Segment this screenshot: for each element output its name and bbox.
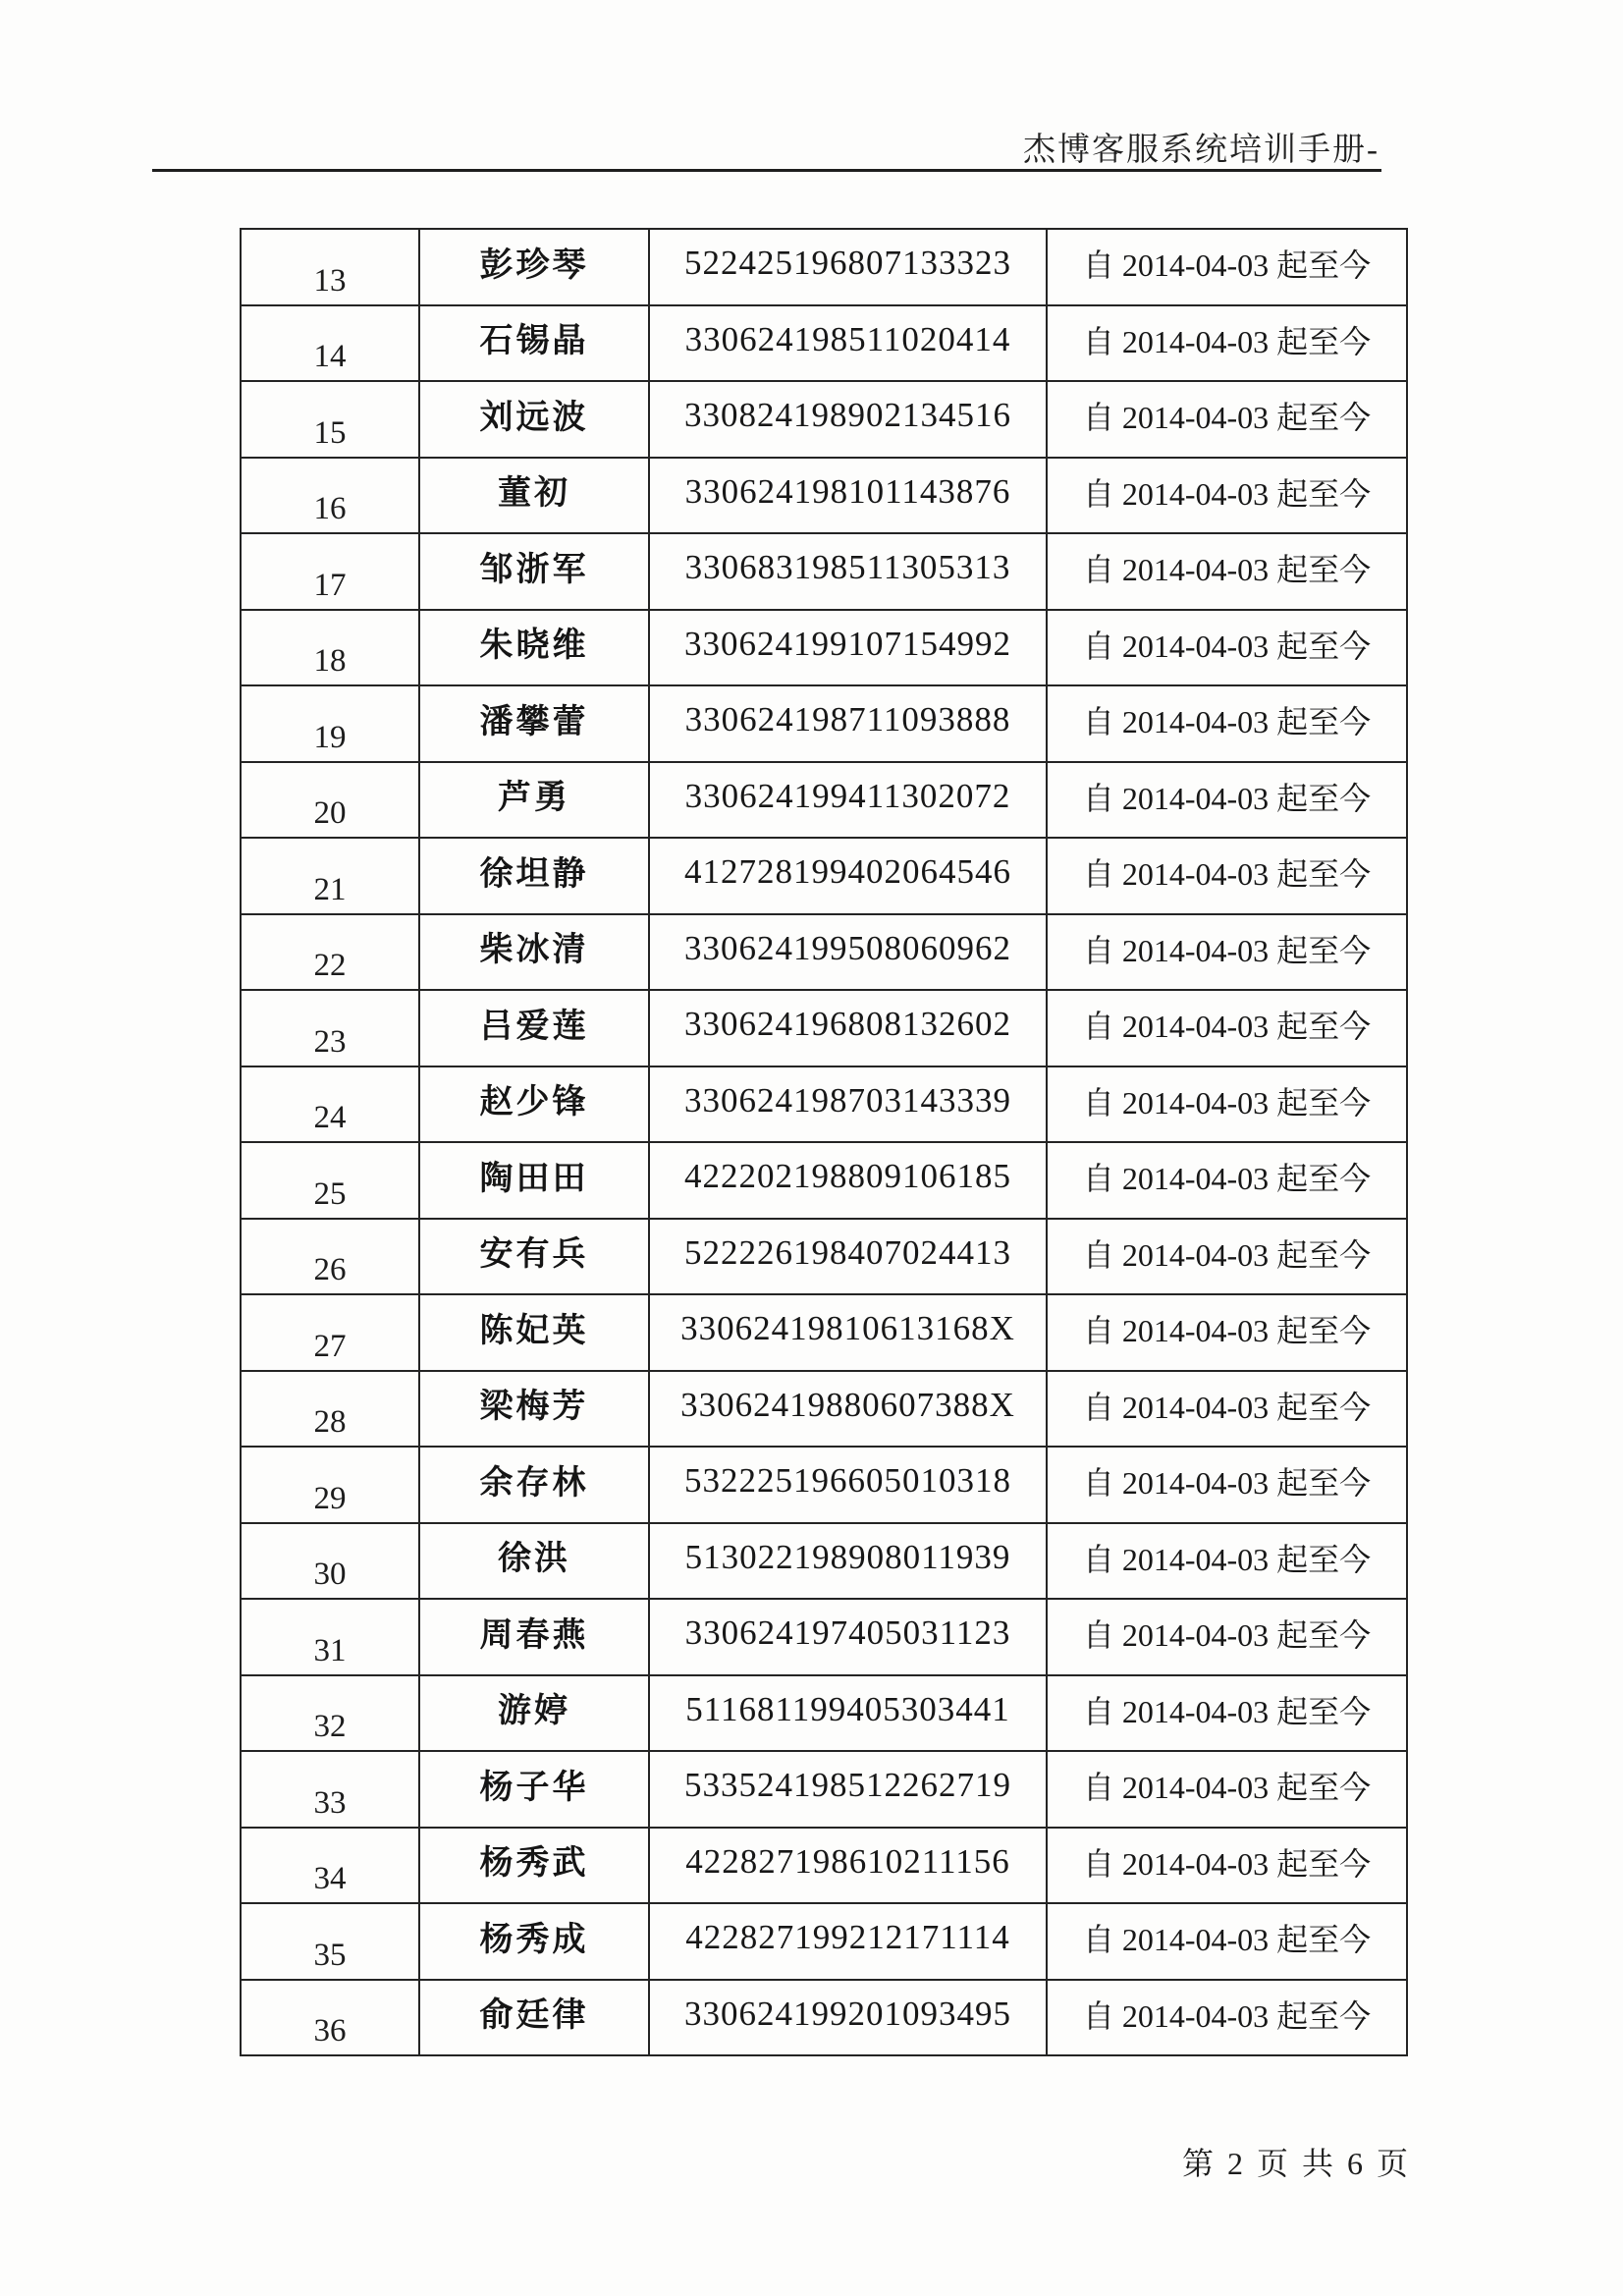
table-row — [241, 762, 1407, 839]
id-number-cell: 330624197405031123 — [649, 1599, 1047, 1675]
name-cell: 徐洪 — [419, 1523, 649, 1600]
row-number-cell: 20 — [241, 762, 419, 839]
name-cell: 周春燕 — [419, 1599, 649, 1675]
period-cell: 自 2014-04-03 起至今 — [1047, 1903, 1407, 1980]
row-number-cell: 31 — [241, 1599, 419, 1675]
row-number-cell: 30 — [241, 1523, 419, 1600]
row-number-cell: 14 — [241, 305, 419, 382]
period-cell: 自 2014-04-03 起至今 — [1047, 1828, 1407, 1904]
name-cell: 吕爱莲 — [419, 990, 649, 1066]
row-number-cell: 25 — [241, 1142, 419, 1219]
period-cell: 自 2014-04-03 起至今 — [1047, 1980, 1407, 2056]
name-cell: 余存林 — [419, 1447, 649, 1523]
id-number-cell: 522425196807133323 — [649, 229, 1047, 305]
row-number-cell: 26 — [241, 1219, 419, 1295]
table-row — [241, 1066, 1407, 1143]
period-cell: 自 2014-04-03 起至今 — [1047, 1447, 1407, 1523]
period-cell: 自 2014-04-03 起至今 — [1047, 762, 1407, 839]
period-cell: 自 2014-04-03 起至今 — [1047, 229, 1407, 305]
row-number-cell: 17 — [241, 533, 419, 610]
table-row — [241, 458, 1407, 534]
name-cell: 石锡晶 — [419, 305, 649, 382]
row-number-cell: 16 — [241, 458, 419, 534]
period-cell: 自 2014-04-03 起至今 — [1047, 1066, 1407, 1143]
table-row — [241, 610, 1407, 686]
period-cell: 自 2014-04-03 起至今 — [1047, 1294, 1407, 1371]
period-cell: 自 2014-04-03 起至今 — [1047, 1751, 1407, 1828]
table-row — [241, 1523, 1407, 1600]
period-cell: 自 2014-04-03 起至今 — [1047, 305, 1407, 382]
period-cell: 自 2014-04-03 起至今 — [1047, 1219, 1407, 1295]
table-row — [241, 381, 1407, 458]
page-number: 第 2 页 共 6 页 — [1182, 2146, 1412, 2181]
id-number-cell: 330624198511020414 — [649, 305, 1047, 382]
id-number-cell: 513022198908011939 — [649, 1523, 1047, 1600]
table-row — [241, 229, 1407, 305]
period-cell: 自 2014-04-03 起至今 — [1047, 458, 1407, 534]
name-cell: 游婷 — [419, 1675, 649, 1752]
row-number-cell: 13 — [241, 229, 419, 305]
table-row — [241, 1903, 1407, 1980]
name-cell: 赵少锋 — [419, 1066, 649, 1143]
id-number-cell: 412728199402064546 — [649, 838, 1047, 914]
roster-table-body — [241, 229, 1407, 2055]
name-cell: 陈妃英 — [419, 1294, 649, 1371]
period-cell: 自 2014-04-03 起至今 — [1047, 533, 1407, 610]
row-number-cell: 23 — [241, 990, 419, 1066]
name-cell: 徐坦静 — [419, 838, 649, 914]
id-number-cell: 511681199405303441 — [649, 1675, 1047, 1752]
id-number-cell: 422827199212171114 — [649, 1903, 1047, 1980]
row-number-cell: 28 — [241, 1371, 419, 1448]
row-number-cell: 32 — [241, 1675, 419, 1752]
header-rule — [152, 169, 1381, 172]
id-number-cell: 330824198902134516 — [649, 381, 1047, 458]
period-cell: 自 2014-04-03 起至今 — [1047, 1675, 1407, 1752]
id-number-cell: 330624198101143876 — [649, 458, 1047, 534]
name-cell: 董初 — [419, 458, 649, 534]
table-row — [241, 685, 1407, 762]
period-cell: 自 2014-04-03 起至今 — [1047, 381, 1407, 458]
table-row — [241, 914, 1407, 991]
period-cell: 自 2014-04-03 起至今 — [1047, 838, 1407, 914]
table-row — [241, 1142, 1407, 1219]
table-row — [241, 1751, 1407, 1828]
period-cell: 自 2014-04-03 起至今 — [1047, 1142, 1407, 1219]
id-number-cell: 330624199411302072 — [649, 762, 1047, 839]
name-cell: 梁梅芳 — [419, 1371, 649, 1448]
row-number-cell: 34 — [241, 1828, 419, 1904]
row-number-cell: 18 — [241, 610, 419, 686]
row-number-cell: 27 — [241, 1294, 419, 1371]
id-number-cell: 532225196605010318 — [649, 1447, 1047, 1523]
name-cell: 邹浙军 — [419, 533, 649, 610]
row-number-cell: 19 — [241, 685, 419, 762]
name-cell: 彭珍琴 — [419, 229, 649, 305]
table-row — [241, 1828, 1407, 1904]
name-cell: 杨秀成 — [419, 1903, 649, 1980]
id-number-cell: 522226198407024413 — [649, 1219, 1047, 1295]
row-number-cell: 35 — [241, 1903, 419, 1980]
id-number-cell: 330683198511305313 — [649, 533, 1047, 610]
period-cell: 自 2014-04-03 起至今 — [1047, 1599, 1407, 1675]
id-number-cell: 33062419810613168X — [649, 1294, 1047, 1371]
period-cell: 自 2014-04-03 起至今 — [1047, 610, 1407, 686]
id-number-cell: 330624196808132602 — [649, 990, 1047, 1066]
table-row — [241, 1675, 1407, 1752]
name-cell: 俞廷律 — [419, 1980, 649, 2056]
header-title: 杰博客服系统培训手册- — [1023, 133, 1380, 168]
table-row — [241, 1371, 1407, 1448]
table-row — [241, 838, 1407, 914]
id-number-cell: 422827198610211156 — [649, 1828, 1047, 1904]
row-number-cell: 21 — [241, 838, 419, 914]
period-cell: 自 2014-04-03 起至今 — [1047, 1371, 1407, 1448]
table-row — [241, 1599, 1407, 1675]
name-cell: 安有兵 — [419, 1219, 649, 1295]
id-number-cell: 330624199107154992 — [649, 610, 1047, 686]
name-cell: 杨子华 — [419, 1751, 649, 1828]
name-cell: 杨秀武 — [419, 1828, 649, 1904]
row-number-cell: 24 — [241, 1066, 419, 1143]
period-cell: 自 2014-04-03 起至今 — [1047, 990, 1407, 1066]
table-row — [241, 305, 1407, 382]
period-cell: 自 2014-04-03 起至今 — [1047, 914, 1407, 991]
table-row — [241, 1447, 1407, 1523]
row-number-cell: 22 — [241, 914, 419, 991]
id-number-cell: 330624199201093495 — [649, 1980, 1047, 2056]
name-cell: 芦勇 — [419, 762, 649, 839]
table-row — [241, 990, 1407, 1066]
name-cell: 朱晓维 — [419, 610, 649, 686]
id-number-cell: 422202198809106185 — [649, 1142, 1047, 1219]
roster-table — [240, 228, 1408, 2056]
name-cell: 柴冰清 — [419, 914, 649, 991]
row-number-cell: 15 — [241, 381, 419, 458]
id-number-cell: 533524198512262719 — [649, 1751, 1047, 1828]
row-number-cell: 36 — [241, 1980, 419, 2056]
name-cell: 刘远波 — [419, 381, 649, 458]
table-row — [241, 533, 1407, 610]
table-row — [241, 1294, 1407, 1371]
name-cell: 陶田田 — [419, 1142, 649, 1219]
row-number-cell: 33 — [241, 1751, 419, 1828]
id-number-cell: 330624199508060962 — [649, 914, 1047, 991]
table-row — [241, 1219, 1407, 1295]
period-cell: 自 2014-04-03 起至今 — [1047, 685, 1407, 762]
id-number-cell: 330624198711093888 — [649, 685, 1047, 762]
id-number-cell: 330624198703143339 — [649, 1066, 1047, 1143]
name-cell: 潘攀蕾 — [419, 685, 649, 762]
table-row — [241, 1980, 1407, 2056]
period-cell: 自 2014-04-03 起至今 — [1047, 1523, 1407, 1600]
row-number-cell: 29 — [241, 1447, 419, 1523]
id-number-cell: 33062419880607388X — [649, 1371, 1047, 1448]
